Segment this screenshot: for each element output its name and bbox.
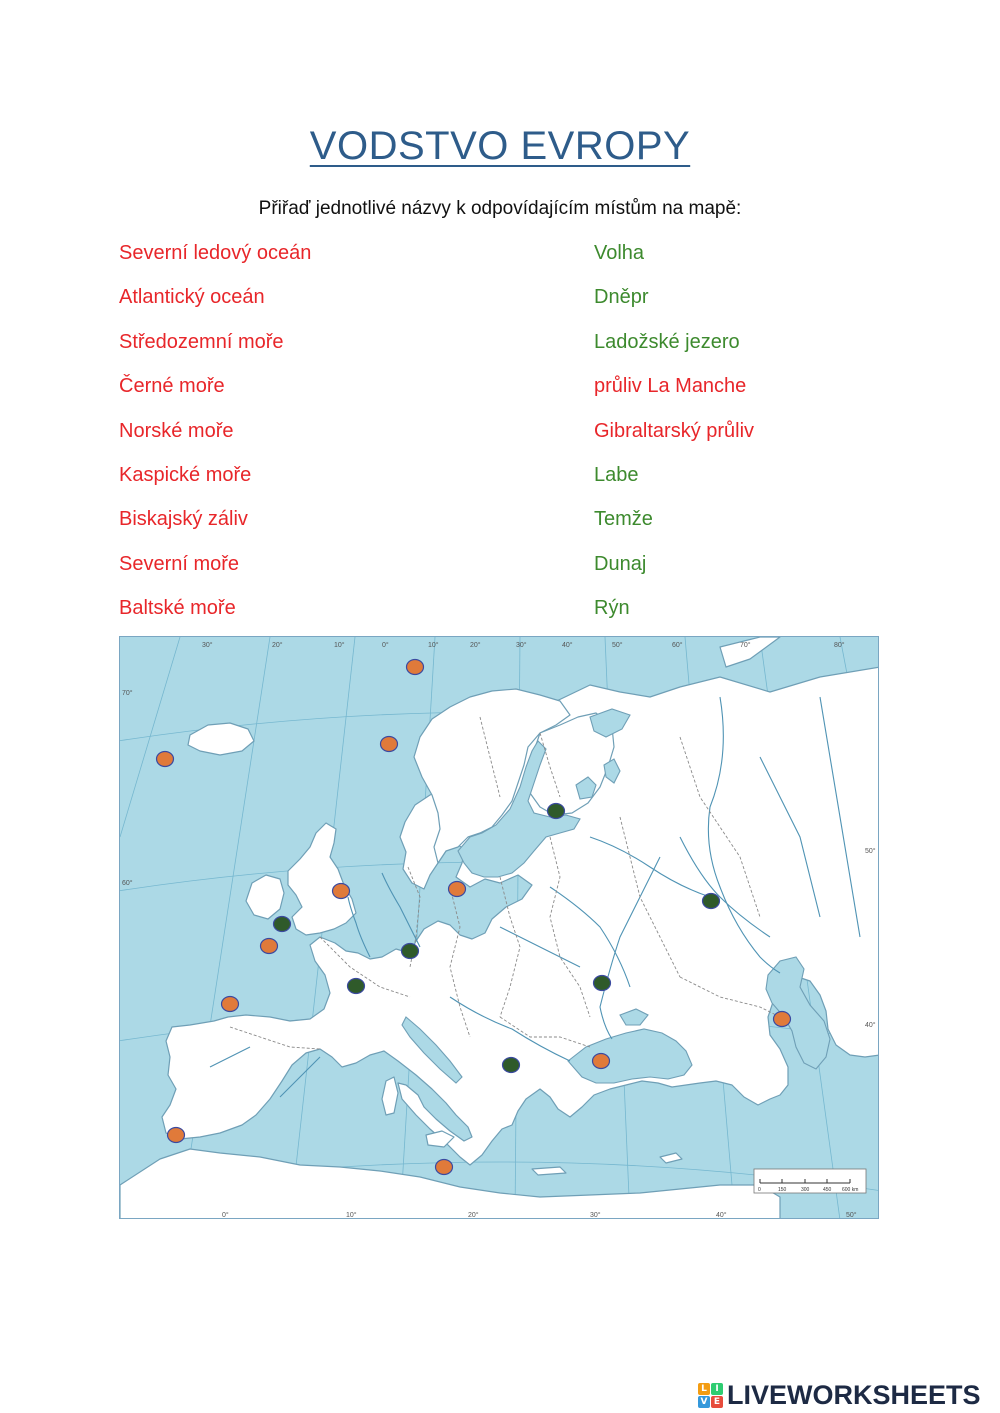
degree-label: 40° [865, 1022, 876, 1029]
degree-label: 10° [334, 642, 345, 649]
sea-marker[interactable] [168, 1128, 185, 1143]
term-item: Severní moře [119, 552, 240, 575]
sea-marker[interactable] [157, 752, 174, 767]
degree-label: 10° [346, 1212, 357, 1219]
logo-letter: I [711, 1383, 723, 1395]
sardinia-land [382, 1077, 398, 1115]
degree-label: 50° [612, 642, 623, 649]
term-item: Černé moře [119, 375, 225, 398]
scale-label: 450 [823, 1187, 832, 1193]
sea-marker[interactable] [222, 997, 239, 1012]
europe-map [119, 636, 879, 1219]
degree-label: 80° [834, 642, 845, 649]
term-item: Gibraltarský průliv [594, 419, 755, 442]
term-item: Kaspické moře [119, 463, 252, 486]
britain-land [288, 823, 356, 935]
rivers-term-list [594, 240, 754, 640]
term-item: Temže [594, 508, 653, 531]
degree-label: 30° [202, 642, 213, 649]
instruction-text: Přiřaď jednotlivé názvy k odpovídajícím místům na mapě: [258, 198, 742, 219]
cyprus-land [660, 1153, 682, 1163]
river-marker[interactable] [703, 894, 720, 909]
degree-label: 20° [272, 642, 283, 649]
seas-term-list [119, 240, 311, 640]
term-item: Biskajský záliv [119, 508, 248, 531]
degree-label: 10° [428, 642, 439, 649]
degree-label: 50° [865, 848, 876, 855]
term-item: Dunaj [594, 552, 647, 575]
term-item: Norské moře [119, 419, 234, 442]
scale-label: 150 [778, 1187, 787, 1193]
sea-marker[interactable] [381, 737, 398, 752]
degree-label: 20° [470, 642, 481, 649]
degree-label: 0° [382, 642, 389, 649]
logo-letter: L [698, 1383, 710, 1395]
map-drawing [120, 637, 879, 1219]
scale-bar [754, 1169, 866, 1193]
degree-label: 70° [740, 642, 751, 649]
liveworksheets-logo [698, 1378, 981, 1412]
logo-text: LIVEWORKSHEETS [727, 1379, 981, 1410]
iceland-land [188, 723, 254, 755]
term-item: průliv La Manche [594, 375, 747, 398]
logo-letter: V [698, 1396, 710, 1408]
sea-marker[interactable] [407, 660, 424, 675]
term-item: Labe [594, 463, 639, 486]
degree-label: 30° [590, 1212, 601, 1219]
degree-label: 40° [562, 642, 573, 649]
sea-marker[interactable] [436, 1160, 453, 1175]
river-marker[interactable] [402, 944, 419, 959]
term-item: Baltské moře [119, 597, 236, 620]
logo-letter: E [711, 1396, 723, 1408]
term-item: Středozemní moře [119, 330, 284, 353]
river-marker[interactable] [594, 976, 611, 991]
degree-label: 20° [468, 1212, 479, 1219]
crete-land [532, 1167, 566, 1175]
sea-marker[interactable] [593, 1054, 610, 1069]
degree-label: 60° [672, 642, 683, 649]
term-item: Dněpr [594, 286, 649, 309]
logo-grid-icon [698, 1383, 723, 1408]
river-marker[interactable] [348, 979, 365, 994]
ireland-land [246, 875, 284, 919]
degree-label: 40° [716, 1212, 727, 1219]
term-item: Volha [594, 242, 645, 264]
river-marker[interactable] [548, 804, 565, 819]
degree-label: 30° [516, 642, 527, 649]
sea-marker[interactable] [333, 884, 350, 899]
term-item: Atlantický oceán [119, 286, 265, 309]
term-item: Rýn [594, 597, 630, 620]
page-title: VODSTVO EVROPY [309, 124, 691, 168]
scale-label: 300 [801, 1187, 810, 1193]
term-item: Severní ledový oceán [119, 242, 312, 264]
river-marker[interactable] [274, 917, 291, 932]
degree-label: 70° [122, 690, 133, 697]
term-item: Ladožské jezero [594, 330, 740, 353]
sea-marker[interactable] [774, 1012, 791, 1027]
scale-label: 600 km [842, 1187, 859, 1193]
river-marker[interactable] [503, 1058, 520, 1073]
sea-marker[interactable] [449, 882, 466, 897]
degree-label: 50° [846, 1212, 857, 1219]
sea-marker[interactable] [261, 939, 278, 954]
degree-label: 60° [122, 880, 133, 887]
degree-label: 0° [222, 1212, 229, 1219]
scale-label: 0 [758, 1187, 761, 1193]
